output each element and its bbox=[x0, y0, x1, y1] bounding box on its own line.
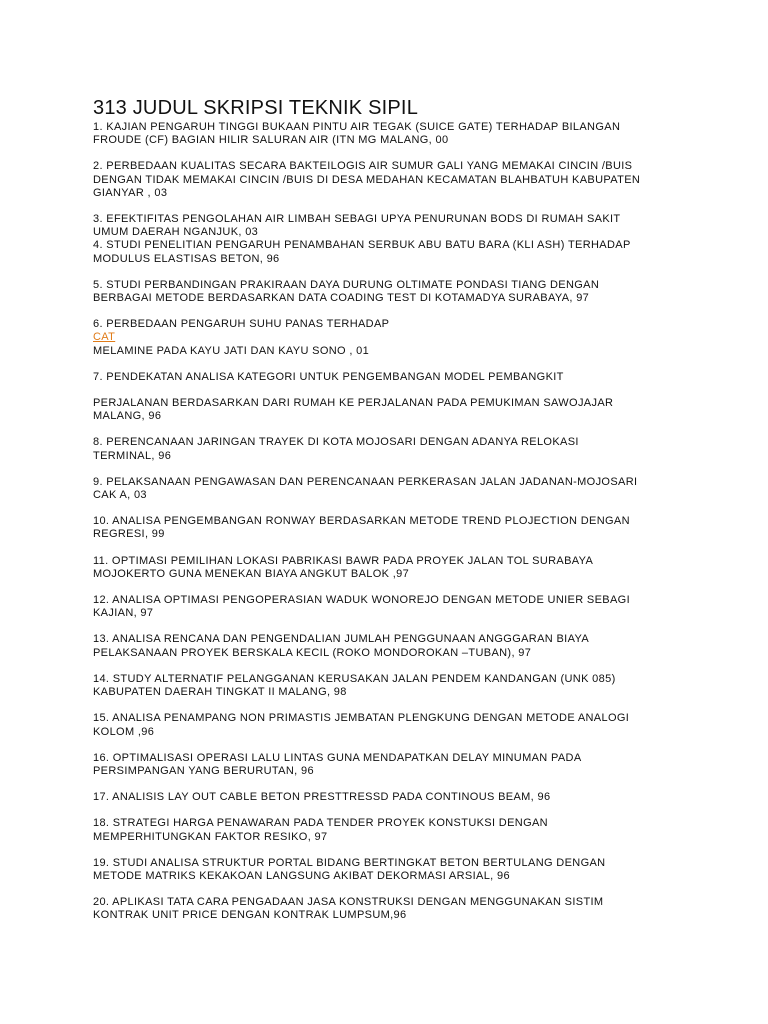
list-item-10: 10. ANALISA PENGEMBANGAN RONWAY BERDASARKAN METODE TREND PLOJECTION DENGAN REGRESI, 99 bbox=[93, 515, 630, 541]
list-item-16: 16. OPTIMALISASI OPERASI LALU LINTAS GUNA MENDAPATKAN DELAY MINUMAN PADA PERSIMPANGAN YANG BERURUTAN, 96 bbox=[93, 751, 582, 777]
list-item-2: 2. PERBEDAAN KUALITAS SECARA BAKTEILOGIS AIR SUMUR GALI YANG MEMAKAI CINCIN /BUIS DENGAN TIDAK MEMAKAI CINCIN /BUIS DI DESA MEDAHAN KECAMATAN BLAHBATUH KABUPATEN GIANYAR , 03 bbox=[93, 160, 641, 199]
list-item-13: 13. ANALISA RENCANA DAN PENGENDALIAN JUMLAH PENGGUNAAN ANGGGARAN BIAYA PELAKSANAAN PROYEK BERSKALA KECIL (ROKO MONDOROKAN –TUBAN), 97 bbox=[93, 633, 590, 659]
document-page bbox=[93, 95, 693, 923]
list-item-7-continued: PERJALANAN BERDASARKAN DARI RUMAH KE PERJALANAN PADA PEMUKIMAN SAWOJAJAR MALANG, 96 bbox=[93, 397, 614, 423]
list-item-6: 6. PERBEDAAN PENGARUH SUHU PANAS TERHADAP bbox=[93, 318, 390, 331]
list-item-18: 18. STRATEGI HARGA PENAWARAN PADA TENDER PROYEK KONSTUKSI DENGAN MEMPERHITUNGKAN FAKTOR RESIKO, 97 bbox=[93, 817, 548, 843]
list-item-5: 5. STUDI PERBANDINGAN PRAKIRAAN DAYA DURUNG OLTIMATE PONDASI TIANG DENGAN BERBAGAI METODE BERDASARKAN DATA COADING TEST DI KOTAMADYA SURABAYA, 97 bbox=[93, 278, 600, 305]
list-item-17: 17. ANALISIS LAY OUT CABLE BETON PRESTTRESSD PADA CONTINOUS BEAM, 96 bbox=[93, 791, 551, 804]
list-item-15: 15. ANALISA PENAMPANG NON PRIMASTIS JEMBATAN PLENGKUNG DENGAN METODE ANALOGI KOLOM ,96 bbox=[93, 712, 630, 738]
list-item-7: 7. PENDEKATAN ANALISA KATEGORI UNTUK PENGEMBANGAN MODEL PEMBANGKIT bbox=[93, 370, 564, 383]
list-item-6-continued: MELAMINE PADA KAYU JATI DAN KAYU SONO , 01 bbox=[93, 344, 370, 357]
list-item-9: 9. PELAKSANAAN PENGAWASAN DAN PERENCANAAN PERKERASAN JALAN JADANAN-MOJOSARI CAK A, 03 bbox=[93, 475, 638, 502]
list-item-20: 20. APLIKASI TATA CARA PENGADAAN JASA KONSTRUKSI DENGAN MENGGUNAKAN SISTIM KONTRAK UNIT PRICE DENGAN KONTRAK LUMPSUM,96 bbox=[93, 896, 604, 922]
page-title: 313 JUDUL SKRIPSI TEKNIK SIPIL bbox=[93, 97, 419, 119]
list-item-19: 19. STUDI ANALISA STRUKTUR PORTAL BIDANG BERTINGKAT BETON BERTULANG DENGAN METODE MATRIKS KEKAKOAN LANGSUNG AKIBAT DEKORMASI ARSIAL, 96 bbox=[93, 856, 606, 882]
list-item-14: 14. STUDY ALTERNATIF PELANGGANAN KERUSAKAN JALAN PENDEM KANDANGAN (UNK 085) KABUPATEN DAERAH TINGKAT II MALANG, 98 bbox=[93, 672, 616, 699]
list-item-1: 1. KAJIAN PENGARUH TINGGI BUKAAN PINTU AIR TEGAK (SUICE GATE) TERHADAP BILANGAN FROUDE (CF) BAGIAN HILIR SALURAN AIR (ITN MG MALANG, 00 bbox=[93, 121, 621, 147]
cat-link[interactable]: CAT bbox=[93, 331, 116, 344]
list-item-8: 8. PERENCANAAN JARINGAN TRAYEK DI KOTA MOJOSARI DENGAN ADANYA RELOKASI TERMINAL, 96 bbox=[93, 436, 579, 462]
list-item-12: 12. ANALISA OPTIMASI PENGOPERASIAN WADUK WONOREJO DENGAN METODE UNIER SEBAGI KAJIAN, 97 bbox=[93, 594, 630, 620]
list-item-4: 4. STUDI PENELITIAN PENGARUH PENAMBAHAN SERBUK ABU BATU BARA (KLI ASH) TERHADAP MODULUS ELASTISAS BETON, 96 bbox=[93, 239, 631, 265]
list-item-3: 3. EFEKTIFITAS PENGOLAHAN AIR LIMBAH SEBAGI UPYA PENURUNAN BODS DI RUMAH SAKIT UMUM DAERAH NGANJUK, 03 bbox=[93, 213, 621, 239]
list-item-11: 11. OPTIMASI PEMILIHAN LOKASI PABRIKASI BAWR PADA PROYEK JALAN TOL SURABAYA MOJOKERTO GUNA MENEKAN BIAYA ANGKUT BALOK ,97 bbox=[93, 554, 594, 580]
